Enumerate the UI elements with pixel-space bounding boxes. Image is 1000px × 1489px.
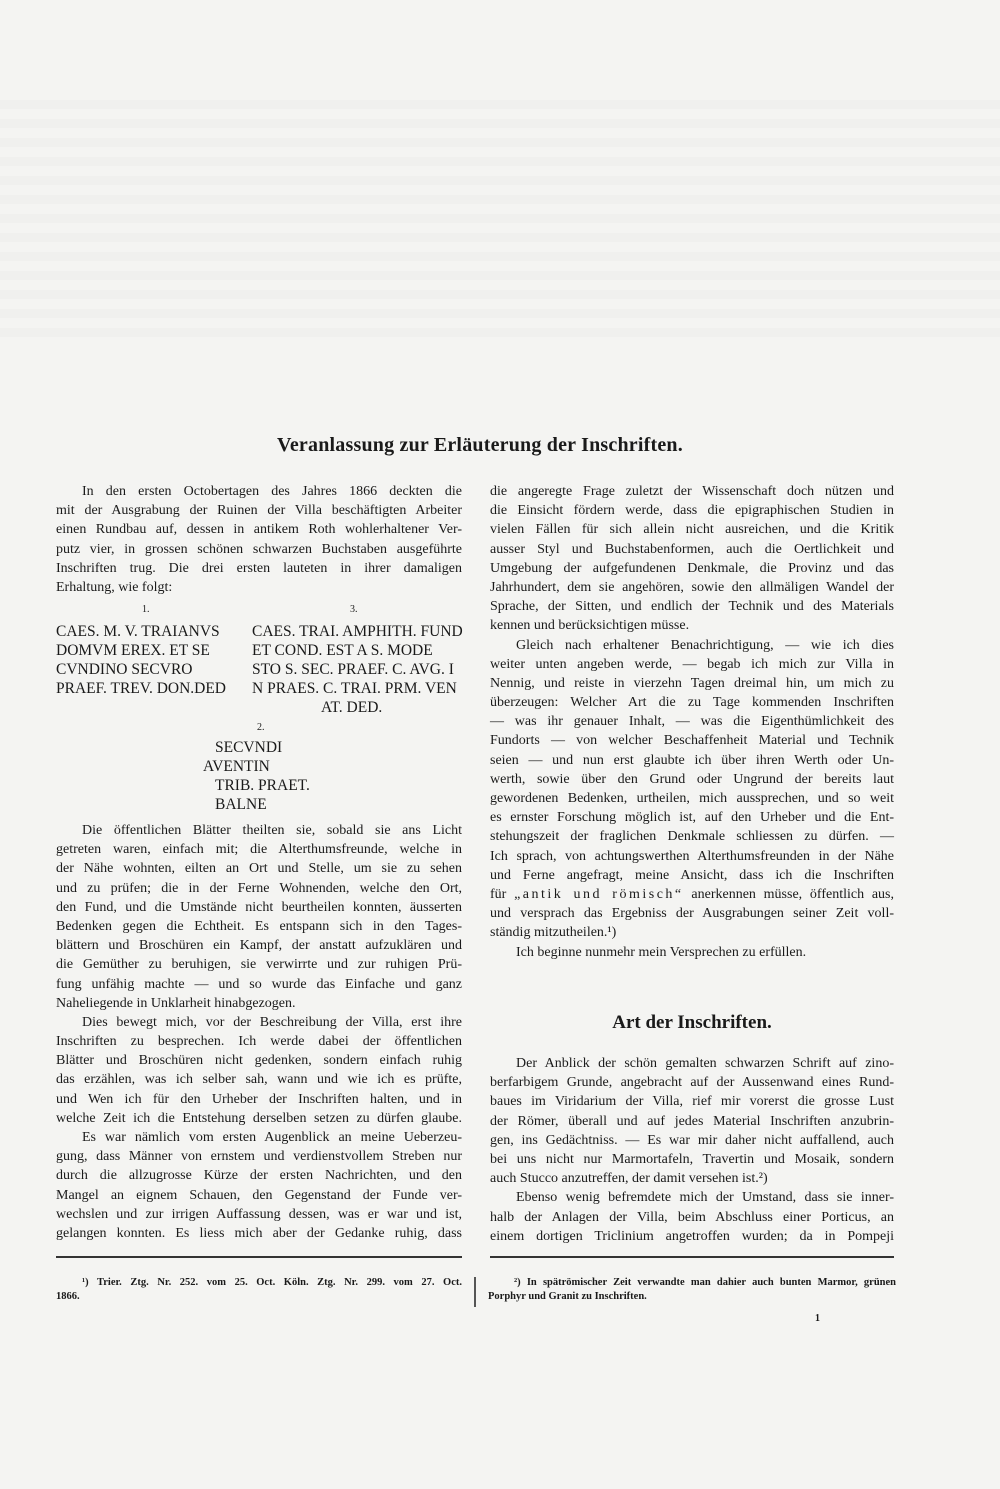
text-line: werth, sowie über den Grund oder Ungrund der bereits laut bbox=[490, 771, 894, 787]
text-line: vielen Fällen für sich allein nicht ausreichen, und die Kritik bbox=[490, 522, 894, 538]
text-line: und Wen ich für den Urheber der Inschriften halten, und in bbox=[56, 1091, 462, 1107]
text-line: Ich beginne nunmehr mein Versprechen zu erfüllen. bbox=[516, 944, 807, 960]
text-line: gung, dass Männer von ernstem und verdienstvollem Streben nur bbox=[56, 1149, 462, 1165]
text-line: halb der Anlagen der Villa, beim Abschluss einer Porticus, an bbox=[490, 1209, 894, 1225]
inscription-line: ET COND. EST A S. MODE bbox=[252, 642, 433, 659]
paragraph bbox=[490, 482, 894, 636]
text-line: das erzählen, was ich selber sah, wann und wie ich es prüfte, bbox=[56, 1072, 462, 1088]
inscription-line: DOMVM EREX. ET SE bbox=[56, 642, 210, 659]
text-line: Die öffentlichen Blätter theilten sie, sobald sie ans Licht bbox=[82, 823, 462, 838]
inscription-line: N PRAES. C. TRAI. PRM. VEN bbox=[252, 680, 457, 697]
footnote-2 bbox=[488, 1276, 896, 1304]
inscription-2 bbox=[203, 738, 310, 814]
text-line: einem dortigen Triclinium angetroffen wurden; da in Pompeji bbox=[490, 1228, 894, 1244]
footnote-line: ¹) Trier. Ztg. Nr. 252. vom 25. Oct. Köln. Ztg. Nr. 299. vom 27. Oct. bbox=[82, 1277, 462, 1288]
inscription-line: BALNE bbox=[215, 796, 267, 813]
text-line: gewordenen Bedenken, urtheilen, mich aussprechen, und so weit bbox=[490, 791, 894, 806]
text-line: überzeugen: Welcher Art die zu Tage kommenden Inschriften bbox=[490, 695, 894, 711]
text-line: Umgebung der aufgefundenen Denkmale, die Provinz und das bbox=[490, 560, 894, 576]
text-line: stehungszeit der fraglichen Denkmale schliessen zu dürfen. — bbox=[490, 829, 894, 845]
inscription-line: AT. DED. bbox=[321, 699, 383, 716]
text-line: Ich sprach, von achtungswerthen Alterthumsfreunden in der Nähe bbox=[490, 848, 894, 864]
text-line: die Einsicht fördern werde, dass die epigraphischen Studien in bbox=[490, 503, 894, 519]
footnote-line: ²) In spätrömischer Zeit verwandte man dahier auch bunten Marmor, grünen bbox=[514, 1277, 896, 1288]
bleed-through-texture bbox=[0, 100, 1000, 340]
text-line: Sprache, der Sitten, und endlich der Technik und des Materials bbox=[490, 599, 894, 615]
inscription-number: 3. bbox=[350, 604, 358, 615]
text-line: gelangen konnten. Es liess mich aber der Gedanke ruhig, dass bbox=[56, 1225, 462, 1241]
text-line: In den ersten Octobertagen des Jahres 1866 deckten die bbox=[82, 484, 462, 499]
text-line: der Nähe wohnten, eilten an Ort und Stelle, um sie zu sehen bbox=[56, 861, 462, 877]
paragraph bbox=[490, 943, 894, 962]
inscription-line: CAES. M. V. TRAIANVS bbox=[56, 623, 220, 640]
paragraph bbox=[56, 1128, 462, 1243]
text-line: und versprach das Ergebniss der Ausgrabungen seiner Zeit voll- bbox=[490, 906, 894, 922]
inscription-line: SECVNDI bbox=[215, 739, 283, 756]
footnote-line: 1866. bbox=[56, 1291, 80, 1302]
text-line: weiter unten angeben werde, — begab ich mich zur Villa in bbox=[490, 656, 894, 672]
text-line: kennen und berücksichtigen müsse. bbox=[490, 618, 690, 634]
inscription-number: 2. bbox=[257, 722, 265, 733]
text-line: die Gemüther zu beruhigen, sie verwirrte und zur ruhigen Prü- bbox=[56, 957, 462, 973]
inscription-line: CAES. TRAI. AMPHITH. FUND bbox=[252, 623, 463, 640]
inscription-1 bbox=[56, 622, 226, 698]
text-line: baues im Viridarium der Villa, rief mir vorerst die grosse Lust bbox=[490, 1094, 894, 1110]
right-column-continued bbox=[490, 1054, 894, 1246]
text-line: Nennig, und reiste in vierzehn Tagen dreimal hin, um mich zu bbox=[490, 675, 894, 691]
inscription-number: 1. bbox=[142, 604, 150, 615]
paragraph-intro bbox=[56, 482, 462, 597]
paragraph bbox=[56, 821, 462, 1013]
text-line: wechslen und zur irrigen Auffassung dessen, was er war und ist, bbox=[56, 1206, 462, 1222]
text-line: und Ferne angefragt, meine Ansicht, dass ich die Inschriften bbox=[490, 867, 894, 883]
text-line-emphasis bbox=[490, 885, 894, 904]
inscription-line: CVNDINO SECVRO bbox=[56, 661, 193, 678]
text-line: mit der Ausgrabung der Ruinen der Villa beschäftigten Arbeiter bbox=[56, 503, 462, 519]
text-line: welche Zeit ich die Entstehung derselben setzen zu dürfen glaube. bbox=[56, 1110, 462, 1126]
section-heading: Art der Inschriften. bbox=[612, 1012, 772, 1033]
text-line: Es war nämlich vom ersten Augenblick an meine Ueberzeu- bbox=[82, 1130, 462, 1145]
text-line: Erhaltung, wie folgt: bbox=[56, 579, 173, 595]
text-line: die angeregte Frage zuletzt der Wissenschaft doch nützen und bbox=[490, 484, 894, 499]
text-line: Ebenso wenig befremdete mich der Umstand, dass sie inner- bbox=[516, 1190, 894, 1206]
text-line: durch die allzugrosse Kürze der ersten Nachrichten, und den bbox=[56, 1168, 462, 1184]
text-line: ständig mitzutheilen.¹) bbox=[490, 925, 617, 941]
footnote-line: Porphyr und Granit zu Inschriften. bbox=[488, 1291, 647, 1302]
text-line: blättern und Broschüren ein Kampf, der anstatt aufzuklären und bbox=[56, 938, 462, 954]
text-line: Dies bewegt mich, vor der Beschreibung der Villa, erst ihre bbox=[82, 1014, 462, 1030]
text-line: auch Stucco anzutreffen, der damit versehen ist.²) bbox=[490, 1171, 768, 1187]
inscription-line: STO S. SEC. PRAEF. C. AVG. I bbox=[252, 661, 454, 678]
text-line: Bedenken gegen die Echtheit. Es entspann sich in den Tages- bbox=[56, 918, 462, 934]
spaced-emphasis: „antik und römisch“ bbox=[514, 886, 684, 902]
text-line: Jahrhundert, dem sie angehören, sowie den allmäligen Wandel der bbox=[490, 579, 894, 595]
footnote-divider bbox=[56, 1256, 462, 1258]
text-line: und zu prüfen; die in der Ferne Wohnenden, welche den Ort, bbox=[56, 880, 462, 896]
inscription-line: AVENTIN bbox=[203, 758, 270, 775]
paragraph bbox=[490, 636, 894, 943]
text-line: Blätter und Broschüren nicht gedenken, sondern einfach ruhig bbox=[56, 1053, 462, 1069]
text-fragment: anerkennen müsse, öffentlich aus, bbox=[683, 886, 895, 902]
paragraph bbox=[56, 1013, 462, 1128]
text-line: Fundorts — von welcher Beschaffenheit Material und Technik bbox=[490, 733, 894, 749]
text-line: fung unfähig machte — und so wurde das Einfache und ganz bbox=[56, 976, 462, 992]
text-line: — was ihr genauer Inhalt, — was die Eigenthümlichkeit des bbox=[490, 714, 894, 730]
text-fragment: für bbox=[490, 886, 515, 902]
text-line: es ernster Forschung möglich ist, auf den Urheber und die Ent- bbox=[490, 810, 894, 826]
text-line: Gleich nach erhaltener Benachrichtigung, — wie ich dies bbox=[516, 637, 894, 653]
paragraph bbox=[490, 1054, 894, 1188]
text-line: ausser Styl und Buchstabenformen, auch die Oertlichkeit und bbox=[490, 541, 894, 557]
text-line: gen, ins Gedächtniss. — Es war mir daher nicht auffallend, auch bbox=[490, 1132, 894, 1148]
inscription-line: PRAEF. TREV. DON.DED bbox=[56, 680, 227, 697]
text-line: Der Anblick der schön gemalten schwarzen Schrift auf zino- bbox=[516, 1056, 894, 1071]
left-column-continued bbox=[56, 821, 462, 1243]
text-line: Naheliegende in Unklarheit hinabgezogen. bbox=[56, 995, 296, 1011]
page-number: 1 bbox=[815, 1313, 820, 1324]
left-column bbox=[56, 482, 462, 597]
text-line: den Fund, und die Umstände nicht beurtheilen konnten, äusserten bbox=[56, 899, 462, 915]
text-line: Inschriften trug. Die drei ersten lauteten in ihrer damaligen bbox=[56, 560, 462, 576]
text-line: bei uns nicht nur Marmortafeln, Travertin und Mosaik, sondern bbox=[490, 1151, 894, 1167]
footnote-divider bbox=[490, 1256, 894, 1258]
text-line: Mangel an eignem Schauen, den Gegenstand der Funde ver- bbox=[56, 1187, 462, 1203]
text-line: getreten waren, einfach mit; die Alterthumsfreunde, welche in bbox=[56, 842, 462, 858]
right-column bbox=[490, 482, 894, 962]
column-separator bbox=[474, 1277, 476, 1307]
footnote-1 bbox=[56, 1276, 462, 1304]
text-line: berfarbigem Grunde, angebracht auf der Aussenwand eines Rund- bbox=[490, 1075, 894, 1091]
page-title: Veranlassung zur Erläuterung der Inschriften. bbox=[277, 434, 683, 456]
text-line: putz vier, in grossen schönen schwarzen Buchstaben ausgeführte bbox=[56, 541, 462, 557]
paragraph bbox=[490, 1188, 894, 1246]
inscription-line: TRIB. PRAET. bbox=[215, 777, 310, 794]
text-line: einen Rundbau auf, dessen in antikem Roth wohlerhaltener Ver- bbox=[56, 522, 462, 538]
text-line: der Römer, überall und auf jedes Material Inschriften anzubrin- bbox=[490, 1113, 894, 1129]
inscription-3 bbox=[252, 622, 463, 717]
text-line: seien — und nun erst glaubte ich über ihren Werth oder Un- bbox=[490, 752, 894, 768]
text-line: Inschriften zu besprechen. Ich werde dabei der öffentlichen bbox=[56, 1034, 462, 1050]
